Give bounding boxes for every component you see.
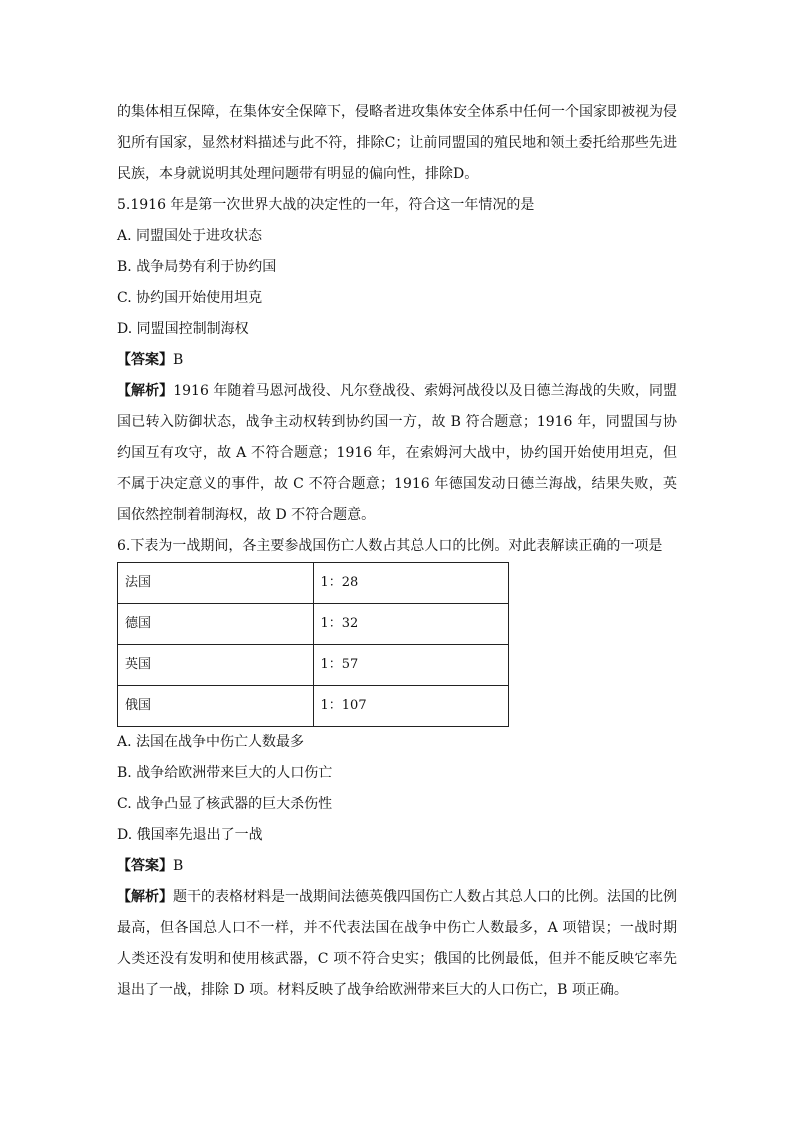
table-cell-country: 俄国 — [118, 686, 314, 727]
table-cell-country: 英国 — [118, 645, 314, 686]
question-5-stem: 5.1916 年是第一次世界大战的决定性的一年，符合这一年情况的是 — [117, 197, 535, 213]
casualty-ratio-table — [117, 562, 509, 727]
answer-value: B — [173, 858, 184, 874]
table-cell-ratio: 1：107 — [313, 686, 509, 727]
answer-label: 【答案】 — [117, 858, 173, 874]
table-cell-ratio: 1：57 — [313, 645, 509, 686]
question-6-answer — [117, 851, 677, 882]
intro-paragraph: 的集体相互保障，在集体安全保障下，侵略者进攻集体安全体系中任何一个国家即被视为侵犯所有国家，显然材料描述与此不符，排除C；让前同盟国的殖民地和领土委托给那些先进民族，本身就说明其处理问题带有明显的偏向性，排除D。 — [117, 104, 677, 182]
question-6-option-b: B. 战争给欧洲带来巨大的人口伤亡 — [117, 765, 333, 781]
document-content — [117, 97, 677, 1006]
table-row — [118, 563, 509, 604]
analysis-label: 【解析】 — [117, 889, 173, 905]
question-6-stem: 6.下表为一战期间，各主要参战国伤亡人数占其总人口的比例。对此表解读正确的一项是 — [117, 538, 663, 554]
table-cell-country: 法国 — [118, 563, 314, 604]
table-row — [118, 686, 509, 727]
table-cell-country: 德国 — [118, 604, 314, 645]
analysis-label: 【解析】 — [117, 383, 174, 399]
answer-label: 【答案】 — [117, 352, 173, 368]
table-row — [118, 604, 509, 645]
table-cell-ratio: 1：28 — [313, 563, 509, 604]
question-5-analysis — [117, 376, 677, 531]
answer-value: B — [173, 352, 184, 368]
question-5-option-d: D. 同盟国控制制海权 — [117, 321, 249, 337]
question-6-option-d: D. 俄国率先退出了一战 — [117, 827, 263, 843]
question-6-analysis — [117, 882, 677, 1006]
question-5-answer — [117, 345, 677, 376]
question-5-option-a: A. 同盟国处于进攻状态 — [117, 228, 263, 244]
question-5-option-c: C. 协约国开始使用坦克 — [117, 290, 263, 306]
question-5-option-b: B. 战争局势有利于协约国 — [117, 259, 277, 275]
question-6-option-c: C. 战争凸显了核武器的巨大杀伤性 — [117, 796, 333, 812]
table-row — [118, 645, 509, 686]
table-cell-ratio: 1：32 — [313, 604, 509, 645]
analysis-text: 题干的表格材料是一战期间法德英俄四国伤亡人数占其总人口的比例。法国的比例最高，但各国总人口不一样，并不代表法国在战争中伤亡人数最多，A 项错误；一战时期人类还没有发明和使用核武器，C 项不符合史实；俄国的比例最低，但并不能反映它率先退出了一战，排除 D 项。材料反映了战争给欧洲带来巨大的人口伤亡，B 项正确。 — [117, 889, 677, 998]
analysis-text: 1916 年随着马恩河战役、凡尔登战役、索姆河战役以及日德兰海战的失败，同盟国已转入防御状态，战争主动权转到协约国一方，故 B 符合题意；1916 年，同盟国与协约国互有攻守，故 A 不符合题意；1916 年，在索姆河大战中，协约国开始使用坦克，但不属于决定意义的事件，故 C 不符合题意；1916 年德国发动日德兰海战，结果失败，英国依然控制着制海权，故 D 不符合题意。 — [117, 383, 678, 523]
question-6-option-a: A. 法国在战争中伤亡人数最多 — [117, 734, 305, 750]
